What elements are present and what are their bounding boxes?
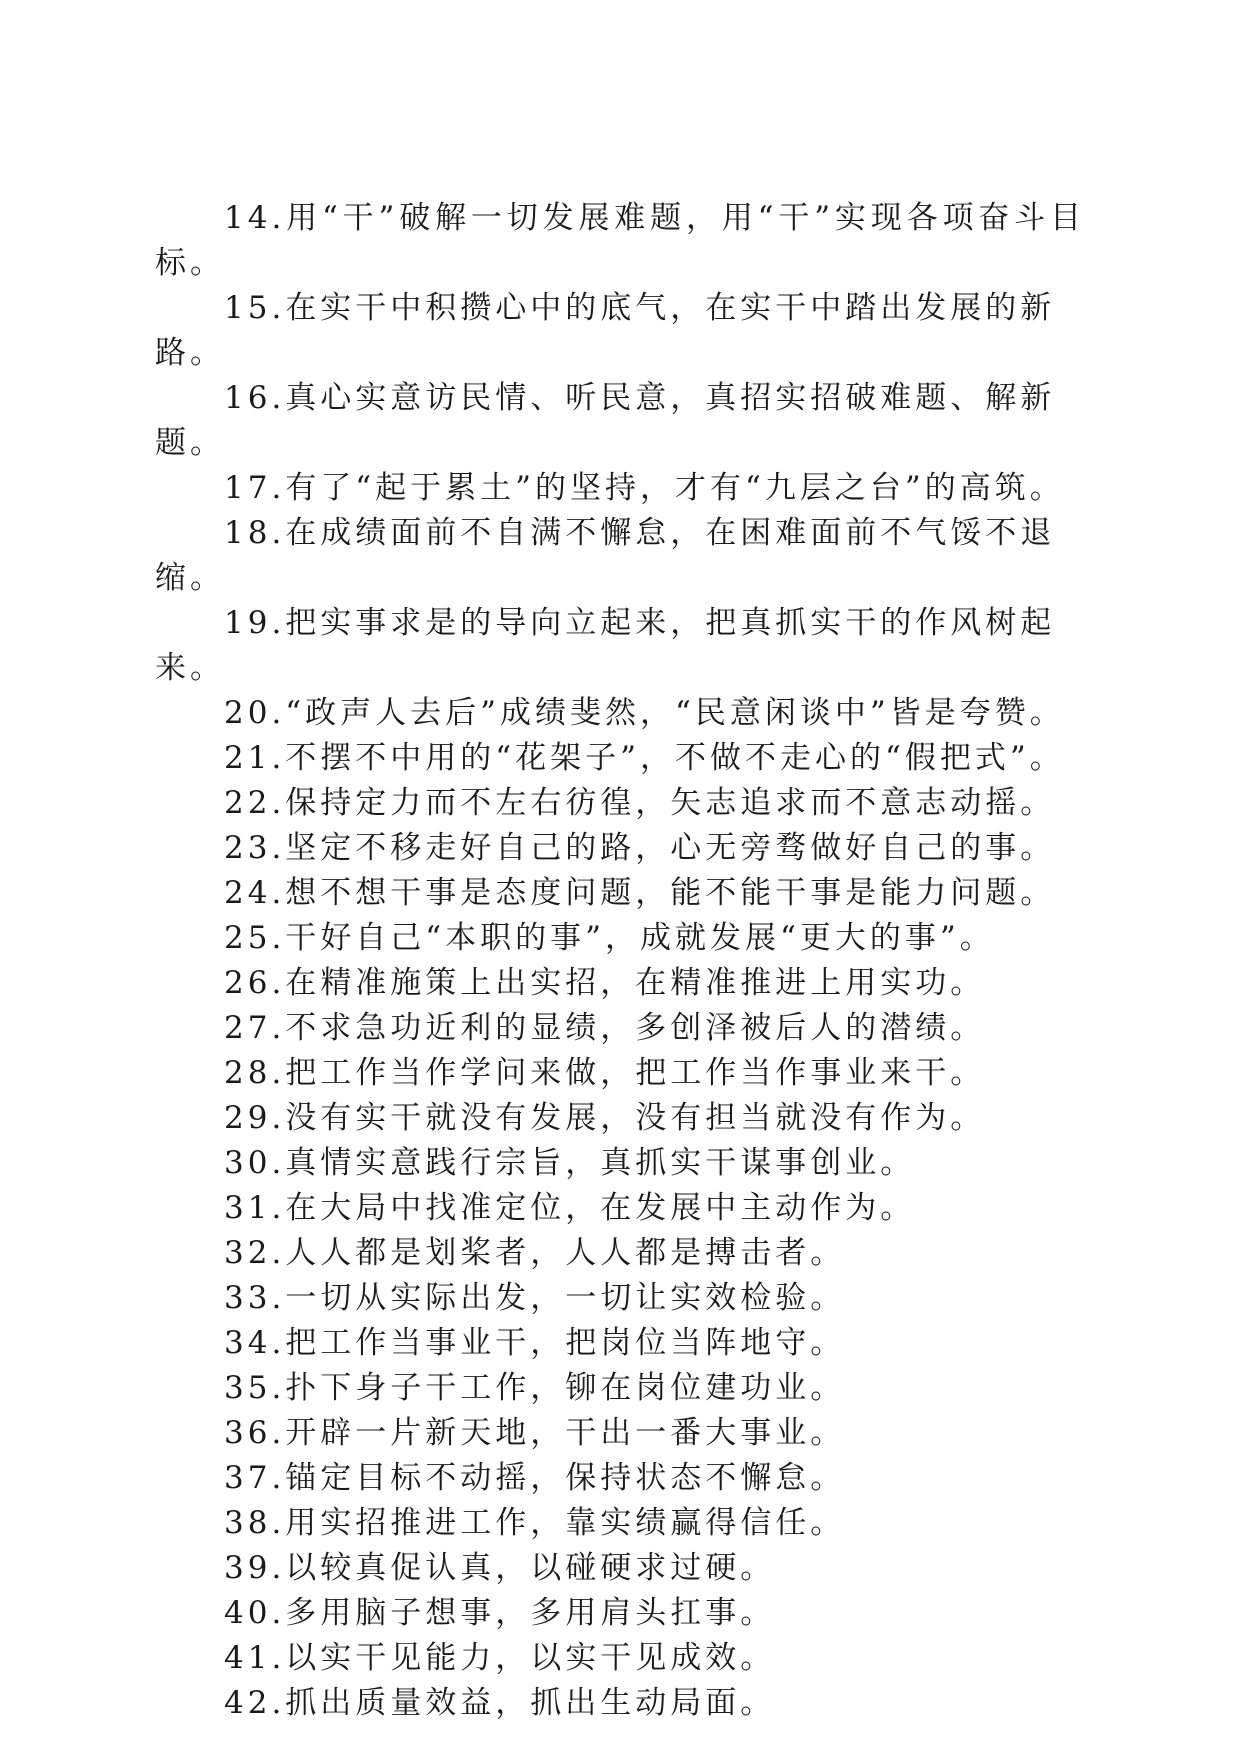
paragraph-39: 39.以较真促认真，以碰硬求过硬。 [224, 1550, 776, 1586]
paragraph-14: 14.用“干”破解一切发展难题，用“干”实现各项奋斗目标。 [155, 200, 1085, 281]
paragraph-24: 24.想不想干事是态度问题，能不能干事是能力问题。 [224, 875, 1056, 911]
paragraph-15: 15.在实干中积攒心中的底气，在实干中踏出发展的新路。 [155, 290, 1056, 371]
paragraph-31: 31.在大局中找准定位，在发展中主动作为。 [224, 1190, 916, 1226]
paragraph-30: 30.真情实意践行宗旨，真抓实干谋事创业。 [224, 1145, 916, 1181]
paragraph-28: 28.把工作当作学问来做，把工作当作事业来干。 [224, 1055, 986, 1091]
paragraph-32: 32.人人都是划桨者，人人都是搏击者。 [224, 1235, 846, 1271]
paragraph-37: 37.锚定目标不动摇，保持状态不懈怠。 [224, 1460, 846, 1496]
paragraph-26: 26.在精准施策上出实招，在精准推进上用实功。 [224, 965, 986, 1001]
paragraph-27: 27.不求急功近利的显绩，多创泽被后人的潜绩。 [224, 1010, 986, 1046]
paragraph-19: 19.把实事求是的导向立起来，把真抓实干的作风树起来。 [155, 605, 1056, 686]
paragraph-20: 20.“政声人去后”成绩斐然，“民意闲谈中”皆是夸赞。 [224, 695, 1065, 731]
paragraph-21: 21.不摆不中用的“花架子”，不做不走心的“假把式”。 [224, 740, 1065, 776]
paragraph-38: 38.用实招推进工作，靠实绩赢得信任。 [224, 1505, 846, 1541]
paragraph-34: 34.把工作当事业干，把岗位当阵地守。 [224, 1325, 846, 1361]
paragraph-35: 35.扑下身子干工作，铆在岗位建功业。 [224, 1370, 846, 1406]
paragraph-25: 25.干好自己“本职的事”，成就发展“更大的事”。 [224, 920, 995, 956]
paragraph-18: 18.在成绩面前不自满不懈怠，在困难面前不气馁不退缩。 [155, 515, 1056, 596]
paragraph-22: 22.保持定力而不左右彷徨，矢志追求而不意志动摇。 [224, 785, 1056, 821]
document-body [155, 196, 1085, 1726]
paragraph-40: 40.多用脑子想事，多用肩头扛事。 [224, 1595, 776, 1631]
paragraph-29: 29.没有实干就没有发展，没有担当就没有作为。 [224, 1100, 986, 1136]
paragraph-17: 17.有了“起于累土”的坚持，才有“九层之台”的高筑。 [224, 470, 1065, 506]
paragraph-23: 23.坚定不移走好自己的路，心无旁骛做好自己的事。 [224, 830, 1056, 866]
paragraph-16: 16.真心实意访民情、听民意，真招实招破难题、解新题。 [155, 380, 1056, 461]
paragraph-36: 36.开辟一片新天地，干出一番大事业。 [224, 1415, 846, 1451]
paragraph-41: 41.以实干见能力，以实干见成效。 [224, 1640, 776, 1676]
paragraph-33: 33.一切从实际出发，一切让实效检验。 [224, 1280, 846, 1316]
paragraph-42: 42.抓出质量效益，抓出生动局面。 [224, 1685, 776, 1721]
